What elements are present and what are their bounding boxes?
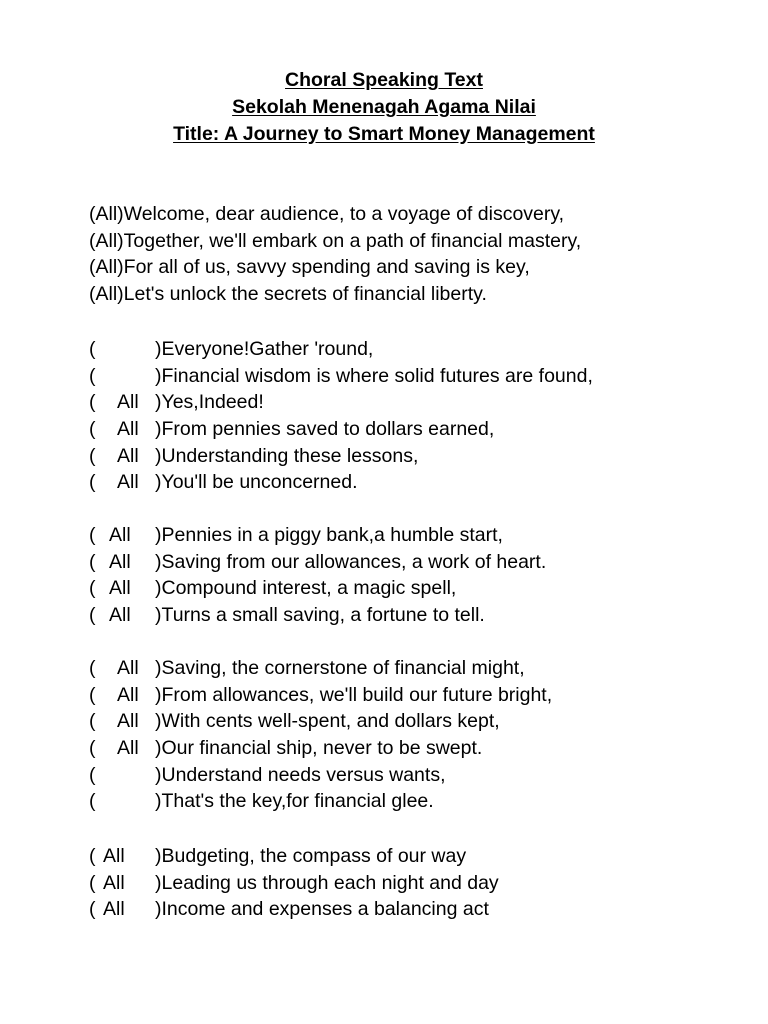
open-paren: ( xyxy=(89,524,96,546)
line-text xyxy=(155,336,373,363)
line-words: Leading us through each night and day xyxy=(161,871,499,894)
line-words: Yes,Indeed! xyxy=(161,391,264,414)
speaker-role: All xyxy=(117,471,139,494)
close-paren: ) xyxy=(155,418,162,441)
stanza xyxy=(89,201,749,308)
line-text xyxy=(155,896,489,923)
script-line xyxy=(89,575,749,602)
line-text: (All)Let's unlock the secrets of financial liberty. xyxy=(89,283,487,306)
script-line xyxy=(89,416,749,443)
open-paren: ( xyxy=(89,898,96,921)
speaker-role: All xyxy=(117,710,139,733)
speaker-role: All xyxy=(103,871,125,894)
open-paren: ( xyxy=(89,364,96,387)
line-text xyxy=(155,522,503,549)
script-line xyxy=(89,201,749,228)
line-text xyxy=(155,870,499,897)
line-text xyxy=(155,389,264,416)
speaker-role: All xyxy=(109,577,131,600)
script-line xyxy=(89,363,749,390)
line-words: Understand needs versus wants, xyxy=(161,763,446,786)
open-paren: ( xyxy=(89,418,96,441)
close-paren: ) xyxy=(155,364,162,387)
speaker-role: All xyxy=(117,737,139,760)
close-paren: ) xyxy=(155,683,162,706)
script-line xyxy=(89,708,749,735)
line-words: Understanding these lessons, xyxy=(161,444,419,467)
open-paren: ( xyxy=(89,471,96,494)
script-line xyxy=(89,655,749,682)
school-name: Sekolah Menenagah Agama Nilai xyxy=(232,96,536,118)
line-text xyxy=(155,575,456,602)
stanza xyxy=(89,655,749,815)
stanza xyxy=(89,336,749,496)
line-text: (All)Welcome, dear audience, to a voyage of discovery, xyxy=(89,203,565,225)
script-line xyxy=(89,870,749,897)
line-text xyxy=(155,655,525,682)
close-paren: ) xyxy=(155,898,162,921)
close-paren: ) xyxy=(155,444,162,467)
open-paren: ( xyxy=(89,577,96,600)
script-line xyxy=(89,896,749,923)
open-paren: ( xyxy=(89,763,96,786)
line-words: Saving, the cornerstone of financial might, xyxy=(161,657,525,679)
open-paren: ( xyxy=(89,683,96,706)
line-text xyxy=(155,363,593,390)
script-line xyxy=(89,549,749,576)
script-line xyxy=(89,469,749,496)
script-line xyxy=(89,443,749,470)
line-words: You'll be unconcerned. xyxy=(161,471,358,494)
stanza xyxy=(89,843,749,923)
script-line xyxy=(89,788,749,815)
open-paren: ( xyxy=(89,737,96,760)
speaker-role: All xyxy=(103,845,125,867)
line-text: (All)For all of us, savvy spending and saving is key, xyxy=(89,256,530,279)
line-words: With cents well-spent, and dollars kept, xyxy=(161,710,500,733)
close-paren: ) xyxy=(155,471,162,494)
line-words: Our financial ship, never to be swept. xyxy=(161,737,483,760)
line-words: Compound interest, a magic spell, xyxy=(161,577,457,600)
open-paren: ( xyxy=(89,871,96,894)
close-paren: ) xyxy=(155,763,162,786)
line-text xyxy=(155,682,552,709)
close-paren: ) xyxy=(155,657,162,679)
close-paren: ) xyxy=(155,845,162,867)
script-line xyxy=(89,336,749,363)
speaker-role: All xyxy=(109,524,131,546)
script-line xyxy=(89,228,749,255)
line-text: (All)Together, we'll embark on a path of financial mastery, xyxy=(89,229,582,252)
script-line xyxy=(89,682,749,709)
script-line xyxy=(89,389,749,416)
script-title: Title: A Journey to Smart Money Management xyxy=(173,123,595,145)
line-words: Turns a small saving, a fortune to tell. xyxy=(161,604,485,627)
close-paren: ) xyxy=(155,550,162,573)
close-paren: ) xyxy=(155,871,162,894)
line-words: Everyone!Gather 'round, xyxy=(161,338,374,360)
open-paren: ( xyxy=(89,790,96,813)
close-paren: ) xyxy=(155,577,162,600)
script-line xyxy=(89,602,749,629)
open-paren: ( xyxy=(89,444,96,467)
line-words: From pennies saved to dollars earned, xyxy=(161,418,495,441)
line-text xyxy=(155,549,546,576)
script-line xyxy=(89,254,749,281)
line-words: Pennies in a piggy bank,a humble start, xyxy=(161,524,503,546)
speaker-role: All xyxy=(117,657,139,679)
close-paren: ) xyxy=(155,391,162,414)
script-line xyxy=(89,522,749,549)
close-paren: ) xyxy=(155,338,162,360)
line-text xyxy=(155,416,494,443)
speaker-role: All xyxy=(117,418,139,441)
line-text xyxy=(155,708,500,735)
open-paren: ( xyxy=(89,391,96,414)
heading: Choral Speaking Text xyxy=(285,69,483,91)
line-text xyxy=(155,443,418,470)
open-paren: ( xyxy=(89,604,96,627)
line-words: Budgeting, the compass of our way xyxy=(161,845,467,867)
line-text xyxy=(155,602,485,629)
script-line xyxy=(89,843,749,870)
document-header xyxy=(0,67,768,148)
speaker-role: All xyxy=(117,391,139,414)
open-paren: ( xyxy=(89,710,96,733)
close-paren: ) xyxy=(155,524,162,546)
close-paren: ) xyxy=(155,790,162,813)
close-paren: ) xyxy=(155,710,162,733)
line-text xyxy=(155,735,482,762)
script-line xyxy=(89,281,749,308)
close-paren: ) xyxy=(155,604,162,627)
open-paren: ( xyxy=(89,845,96,867)
line-text xyxy=(155,788,434,815)
line-text xyxy=(155,469,358,496)
speaker-role: All xyxy=(117,444,139,467)
open-paren: ( xyxy=(89,657,96,679)
open-paren: ( xyxy=(89,550,96,573)
speaker-role: All xyxy=(103,898,125,921)
open-paren: ( xyxy=(89,338,96,360)
script-line xyxy=(89,762,749,789)
line-words: From allowances, we'll build our future bright, xyxy=(161,683,553,706)
stanza xyxy=(89,522,749,629)
line-text xyxy=(155,762,446,789)
speaker-role: All xyxy=(109,550,131,573)
script-line xyxy=(89,735,749,762)
line-words: That's the key,for financial glee. xyxy=(161,790,434,813)
line-text xyxy=(155,843,466,870)
speaker-role: All xyxy=(109,604,131,627)
line-words: Financial wisdom is where solid futures are found, xyxy=(161,364,593,387)
line-words: Income and expenses a balancing act xyxy=(161,898,489,921)
speaker-role: All xyxy=(117,683,139,706)
close-paren: ) xyxy=(155,737,162,760)
line-words: Saving from our allowances, a work of heart. xyxy=(161,550,547,573)
